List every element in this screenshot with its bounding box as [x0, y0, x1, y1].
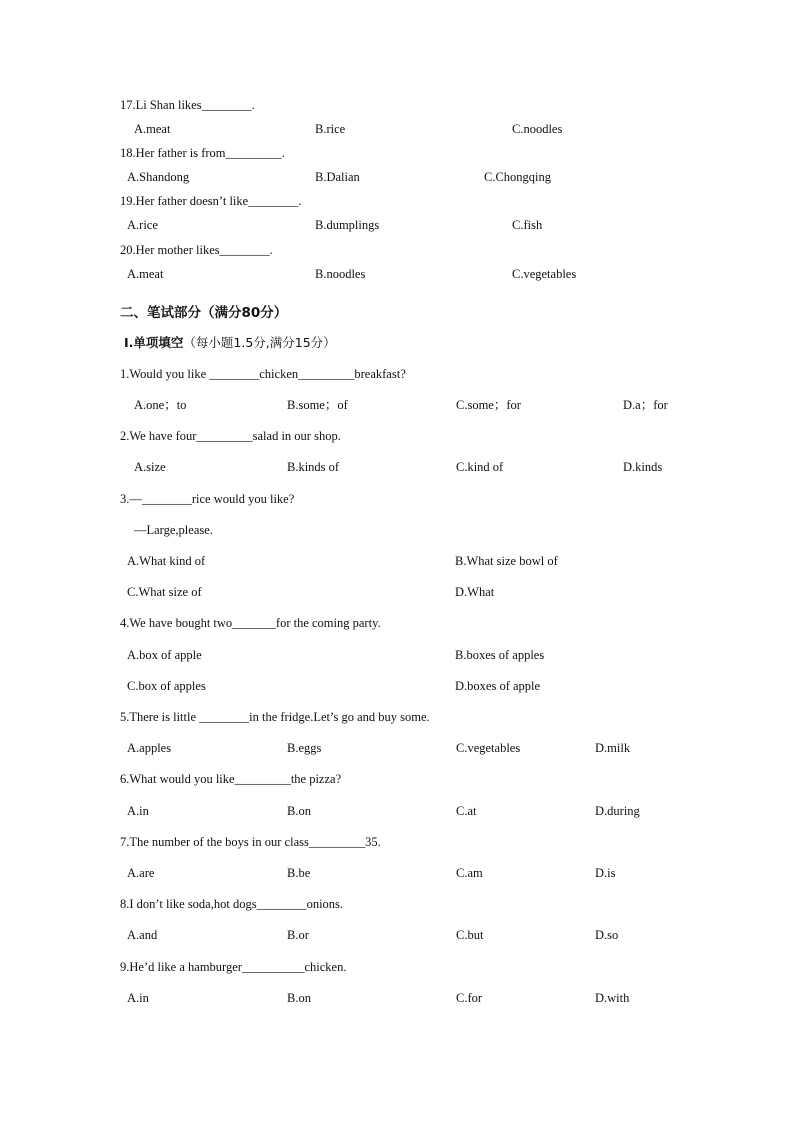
question-19-stem: 19.Her father doesn’t like________.	[120, 194, 302, 208]
question-3-stem: 3.—________rice would you like?	[120, 492, 295, 506]
question-5-option-d: D.milk	[595, 741, 631, 755]
question-2-option-d: D.kinds	[623, 460, 663, 474]
question-18-option-b: B.Dalian	[315, 170, 360, 184]
question-4-option-b: B.boxes of apples	[455, 648, 545, 662]
part-1-label: Ⅰ.单项填空	[124, 335, 184, 350]
question-3-option-a: A.What kind of	[127, 554, 206, 568]
question-8-option-b: B.or	[287, 928, 309, 942]
question-6-option-a: A.in	[127, 804, 149, 818]
question-9-option-b: B.on	[287, 991, 311, 1005]
question-6-option-c: C.at	[456, 804, 477, 818]
question-7-option-a: A.are	[127, 866, 155, 880]
question-7-option-d: D.is	[595, 866, 616, 880]
question-4-option-a: A.box of apple	[127, 648, 202, 662]
question-7-option-b: B.be	[287, 866, 311, 880]
question-9-option-a: A.in	[127, 991, 149, 1005]
question-1-option-b: B.some；of	[287, 398, 348, 412]
question-20-option-a: A.meat	[127, 267, 164, 281]
question-19-option-a: A.rice	[127, 218, 158, 232]
question-1-option-a: A.one；to	[134, 398, 187, 412]
question-17-option-a: A.meat	[134, 122, 171, 136]
question-18-stem: 18.Her father is from_________.	[120, 146, 285, 160]
question-3-option-b: B.What size bowl of	[455, 554, 558, 568]
question-5-option-c: C.vegetables	[456, 741, 521, 755]
question-3-option-c: C.What size of	[127, 585, 202, 599]
question-19-option-b: B.dumplings	[315, 218, 380, 232]
question-20-option-c: C.vegetables	[512, 267, 577, 281]
question-9-option-d: D.with	[595, 991, 630, 1005]
question-6-option-b: B.on	[287, 804, 311, 818]
question-8-stem: 8.I don’t like soda,hot dogs________onions.	[120, 897, 344, 911]
question-4-option-d: D.boxes of apple	[455, 679, 541, 693]
question-4-option-c: C.box of apples	[127, 679, 206, 693]
question-18-option-c: C.Chongqing	[484, 170, 552, 184]
question-20-stem: 20.Her mother likes________.	[120, 243, 273, 257]
question-1-option-d: D.a；for	[623, 398, 668, 412]
part-1-heading	[124, 334, 336, 352]
section-2-heading: 二、笔试部分（满分80分）	[120, 305, 288, 321]
question-19-option-c: C.fish	[512, 218, 543, 232]
question-9-stem: 9.He’d like a hamburger__________chicken.	[120, 960, 347, 974]
question-1-stem: 1.Would you like ________chicken_________breakfast?	[120, 367, 406, 381]
question-6-option-d: D.during	[595, 804, 640, 818]
question-9-option-c: C.for	[456, 991, 483, 1005]
question-3-reply: —Large,please.	[134, 523, 213, 537]
question-3-option-d: D.What	[455, 585, 495, 599]
question-6-stem: 6.What would you like_________the pizza?	[120, 772, 342, 786]
question-8-option-d: D.so	[595, 928, 619, 942]
question-2-option-c: C.kind of	[456, 460, 504, 474]
question-8-option-c: C.but	[456, 928, 484, 942]
question-5-option-b: B.eggs	[287, 741, 322, 755]
question-2-stem: 2.We have four_________salad in our shop.	[120, 429, 341, 443]
question-5-option-a: A.apples	[127, 741, 172, 755]
question-17-option-b: B.rice	[315, 122, 346, 136]
question-17-option-c: C.noodles	[512, 122, 563, 136]
question-2-option-b: B.kinds of	[287, 460, 340, 474]
question-7-option-c: C.am	[456, 866, 483, 880]
question-20-option-b: B.noodles	[315, 267, 366, 281]
question-4-stem: 4.We have bought two_______for the coming party.	[120, 616, 381, 630]
question-5-stem: 5.There is little ________in the fridge.Let’s go and buy some.	[120, 710, 430, 724]
question-1-option-c: C.some；for	[456, 398, 521, 412]
part-1-note: （每小题1.5分,满分15分）	[183, 335, 336, 350]
question-17-stem: 17.Li Shan likes________.	[120, 98, 255, 112]
question-7-stem: 7.The number of the boys in our class_________35.	[120, 835, 381, 849]
question-2-option-a: A.size	[134, 460, 166, 474]
question-18-option-a: A.Shandong	[127, 170, 190, 184]
question-8-option-a: A.and	[127, 928, 158, 942]
